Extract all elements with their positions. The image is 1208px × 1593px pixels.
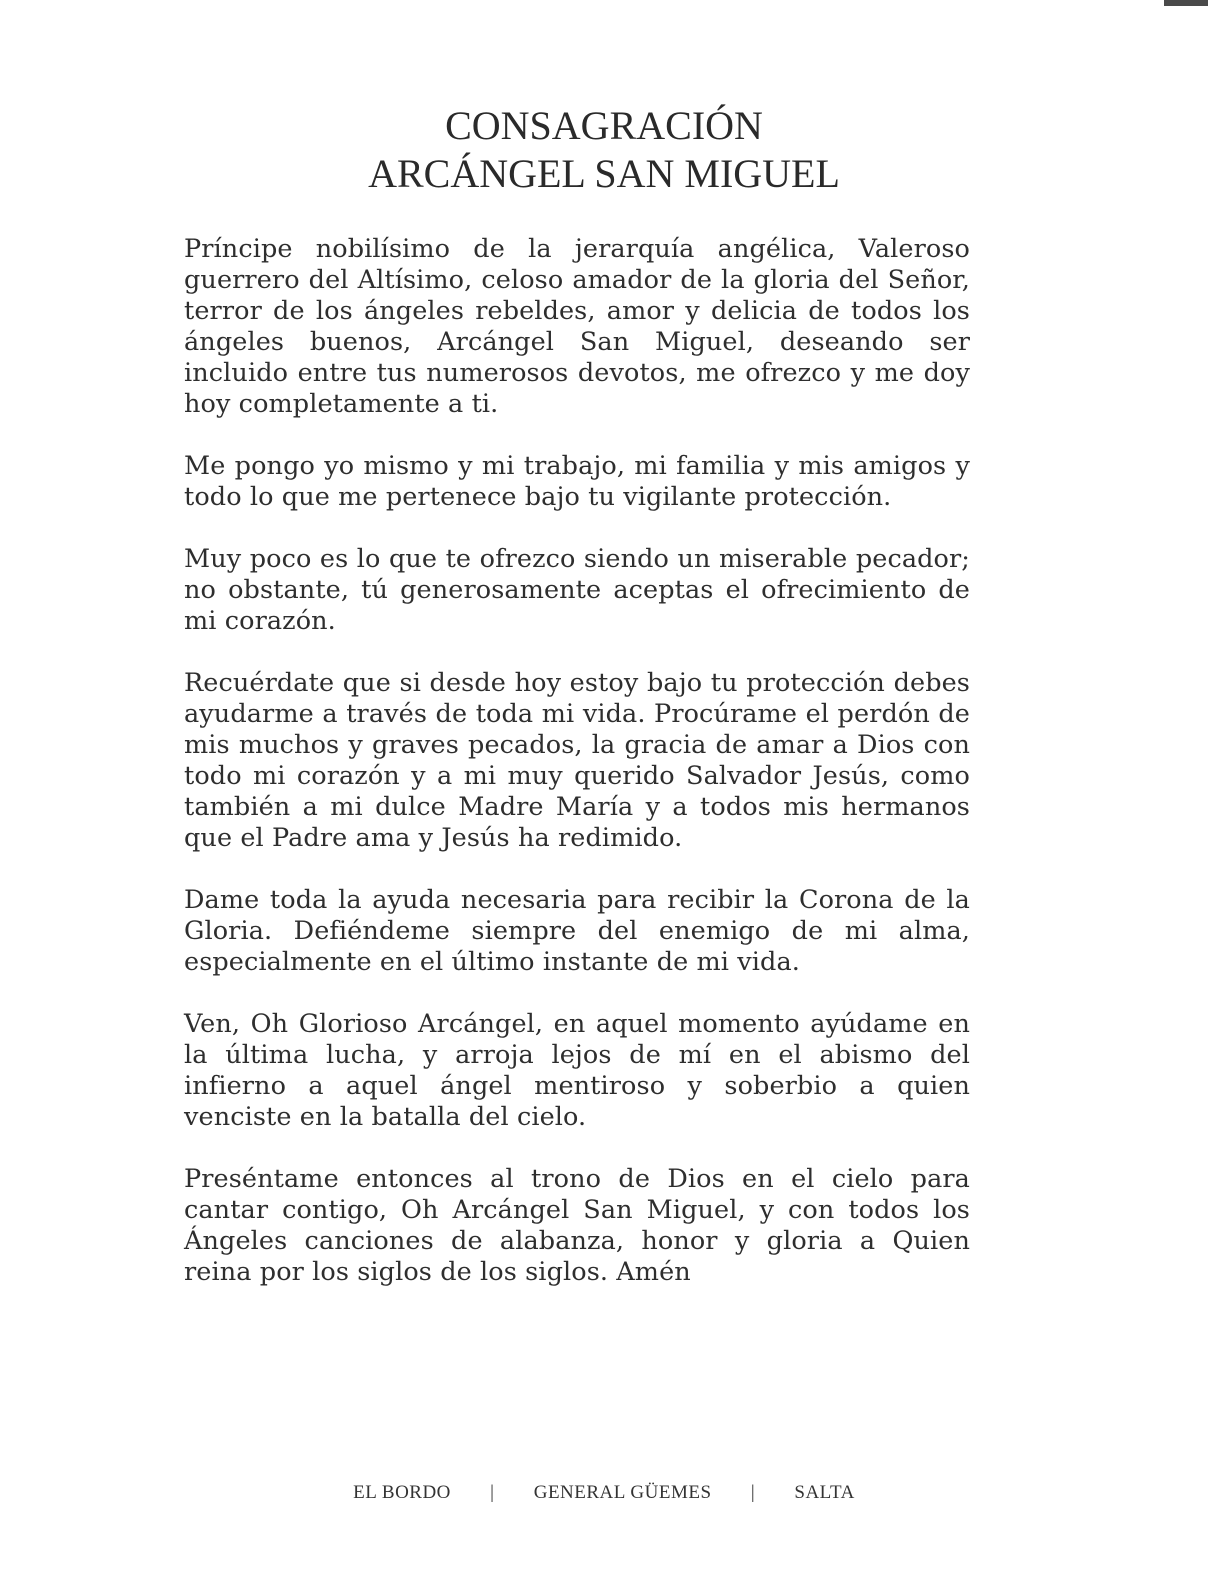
paragraph-5: Dame toda la ayuda necesaria para recibir la Corona de la Gloria. Defiéndeme siempre del enemigo de mi alma, especialmente en el último instante de mi vida.	[184, 885, 970, 977]
scan-edge-mark	[1164, 0, 1208, 6]
title-line-2: ARCÁNGEL SAN MIGUEL	[368, 151, 840, 196]
footer-separator: |	[490, 1482, 495, 1503]
document-title	[0, 102, 1208, 198]
paragraph-3: Muy poco es lo que te ofrezco siendo un miserable pecador; no obstante, tú generosamente aceptas el ofrecimiento de mi corazón.	[184, 544, 970, 636]
paragraph-1: Príncipe nobilísimo de la jerarquía angélica, Valeroso guerrero del Altísimo, celoso amador de la gloria del Señor, terror de los ángeles rebeldes, amor y delicia de todos los ángeles buenos, Arcángel San Miguel, deseando ser incluido entre tus numerosos devotos, me ofrezco y me doy hoy completamente a ti.	[184, 234, 970, 419]
footer-separator: |	[750, 1482, 756, 1503]
paragraph-2: Me pongo yo mismo y mi trabajo, mi familia y mis amigos y todo lo que me pertenece bajo tu vigilante protección.	[184, 451, 970, 512]
paragraph-6: Ven, Oh Glorioso Arcángel, en aquel momento ayúdame en la última lucha, y arroja lejos de mí en el abismo del infierno a aquel ángel mentiroso y soberbio a quien venciste en la batalla del cielo.	[184, 1009, 970, 1132]
footer-place-salta: SALTA	[794, 1482, 855, 1503]
title-line-1: CONSAGRACIÓN	[445, 103, 763, 148]
footer-place-el-bordo: EL BORDO	[353, 1482, 451, 1503]
footer-place-general-guemes: GENERAL GÜEMES	[533, 1482, 712, 1503]
paragraph-4: Recuérdate que si desde hoy estoy bajo tu protección debes ayudarme a través de toda mi vida. Procúrame el perdón de mis muchos y graves pecados, la gracia de amar a Dios con todo mi corazón y a mi muy querido Salvador Jesús, como también a mi dulce Madre María y a todos mis hermanos que el Padre ama y Jesús ha redimido.	[184, 668, 970, 853]
prayer-body	[184, 234, 970, 1319]
footer-locations	[0, 1482, 1208, 1504]
paragraph-7: Preséntame entonces al trono de Dios en el cielo para cantar contigo, Oh Arcángel San Miguel, y con todos los Ángeles canciones de alabanza, honor y gloria a Quien reina por los siglos de los siglos. Amén	[184, 1164, 970, 1287]
